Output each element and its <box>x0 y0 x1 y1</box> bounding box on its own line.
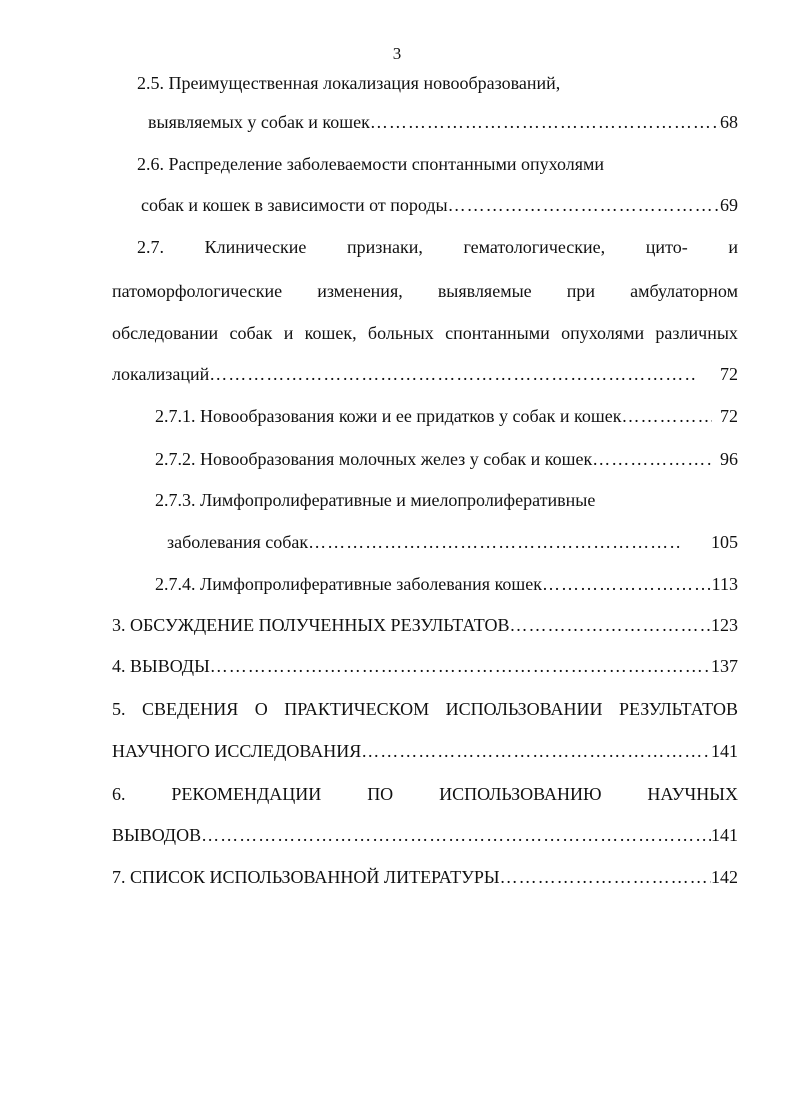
toc-2-7-line4: локализаций <box>112 364 210 384</box>
toc-entry-2-6 <box>141 194 738 216</box>
leader-dots <box>448 194 720 216</box>
leader-dots <box>621 405 712 427</box>
leader-dots <box>210 655 711 677</box>
toc-5-line1: 5. СВЕДЕНИЯ О ПРАКТИЧЕСКОМ ИСПОЛЬЗОВАНИИ РЕЗУЛЬТАТОВ <box>112 699 738 719</box>
toc-3-text: 3. ОБСУЖДЕНИЕ ПОЛУЧЕННЫХ РЕЗУЛЬТАТОВ <box>112 615 510 635</box>
toc-6-page: 141 <box>711 825 738 845</box>
toc-entry-2-7-2 <box>155 448 738 470</box>
toc-2-7-1-text: 2.7.1. Новообразования кожи и ее придатков у собак и кошек <box>155 406 622 426</box>
toc-7-text: 7. СПИСОК ИСПОЛЬЗОВАННОЙ ЛИТЕРАТУРЫ <box>112 867 500 887</box>
toc-entry-7 <box>112 866 738 888</box>
toc-2-5-line2: выявляемых у собак и кошек <box>148 112 370 132</box>
toc-2-6-line2: собак и кошек в зависимости от породы <box>141 195 448 215</box>
leader-dots <box>370 111 720 133</box>
leader-dots <box>361 740 711 762</box>
leader-dots <box>500 866 711 888</box>
toc-4-text: 4. ВЫВОДЫ <box>112 656 210 676</box>
leader-dots <box>510 614 711 636</box>
toc-entry-2-7-3 <box>167 531 738 553</box>
toc-entry-2-7-1 <box>155 405 738 427</box>
toc-entry-6 <box>112 824 738 846</box>
toc-2-6-line1: 2.6. Распределение заболеваемости спонтанными опухолями <box>137 154 605 174</box>
toc-entry-5 <box>112 740 738 762</box>
toc-2-7-4-page: 113 <box>711 574 738 594</box>
toc-4-page: 137 <box>711 656 738 676</box>
leader-dots <box>308 531 681 553</box>
toc-2-5-line1: 2.5. Преимущественная локализация новообразований, <box>137 73 561 93</box>
page-number: 3 <box>392 44 402 63</box>
toc-2-6-page: 69 <box>720 195 738 215</box>
toc-5-line2: НАУЧНОГО ИССЛЕДОВАНИЯ <box>112 741 362 761</box>
toc-entry-2-7 <box>112 363 738 385</box>
leader-dots <box>592 448 712 470</box>
leader-dots <box>209 363 696 385</box>
toc-3-page: 123 <box>711 615 738 635</box>
toc-2-7-line1: 2.7. Клинические признаки, гематологические, цито- и <box>137 237 738 257</box>
toc-2-7-4-text: 2.7.4. Лимфопролиферативные заболевания кошек <box>155 574 543 594</box>
toc-entry-2-7-4 <box>155 573 738 595</box>
leader-dots <box>542 573 712 595</box>
toc-entry-4 <box>112 655 738 677</box>
toc-2-7-3-line2: заболевания собак <box>167 532 309 552</box>
toc-2-7-3-line1: 2.7.3. Лимфопролиферативные и миелопролиферативные <box>155 490 596 510</box>
toc-2-7-line3: обследовании собак и кошек, больных спонтанными опухолями различных <box>112 323 738 343</box>
toc-5-page: 141 <box>711 741 738 761</box>
toc-2-7-1-page: 72 <box>720 406 738 426</box>
toc-7-page: 142 <box>711 867 738 887</box>
toc-entry-3 <box>112 614 738 636</box>
toc-entry-2-5 <box>148 111 738 133</box>
toc-2-7-3-page: 105 <box>711 532 738 552</box>
toc-6-line2: ВЫВОДОВ <box>112 825 202 845</box>
toc-2-5-page: 68 <box>720 112 738 132</box>
toc-2-7-2-text: 2.7.2. Новообразования молочных желез у собак и кошек <box>155 449 593 469</box>
toc-6-line1: 6. РЕКОМЕНДАЦИИ ПО ИСПОЛЬЗОВАНИЮ НАУЧНЫХ <box>112 784 738 804</box>
toc-2-7-page: 72 <box>720 364 738 384</box>
leader-dots <box>201 824 711 846</box>
toc-2-7-2-page: 96 <box>720 449 738 469</box>
toc-2-7-line2: патоморфологические изменения, выявляемые при амбулаторном <box>112 281 738 301</box>
